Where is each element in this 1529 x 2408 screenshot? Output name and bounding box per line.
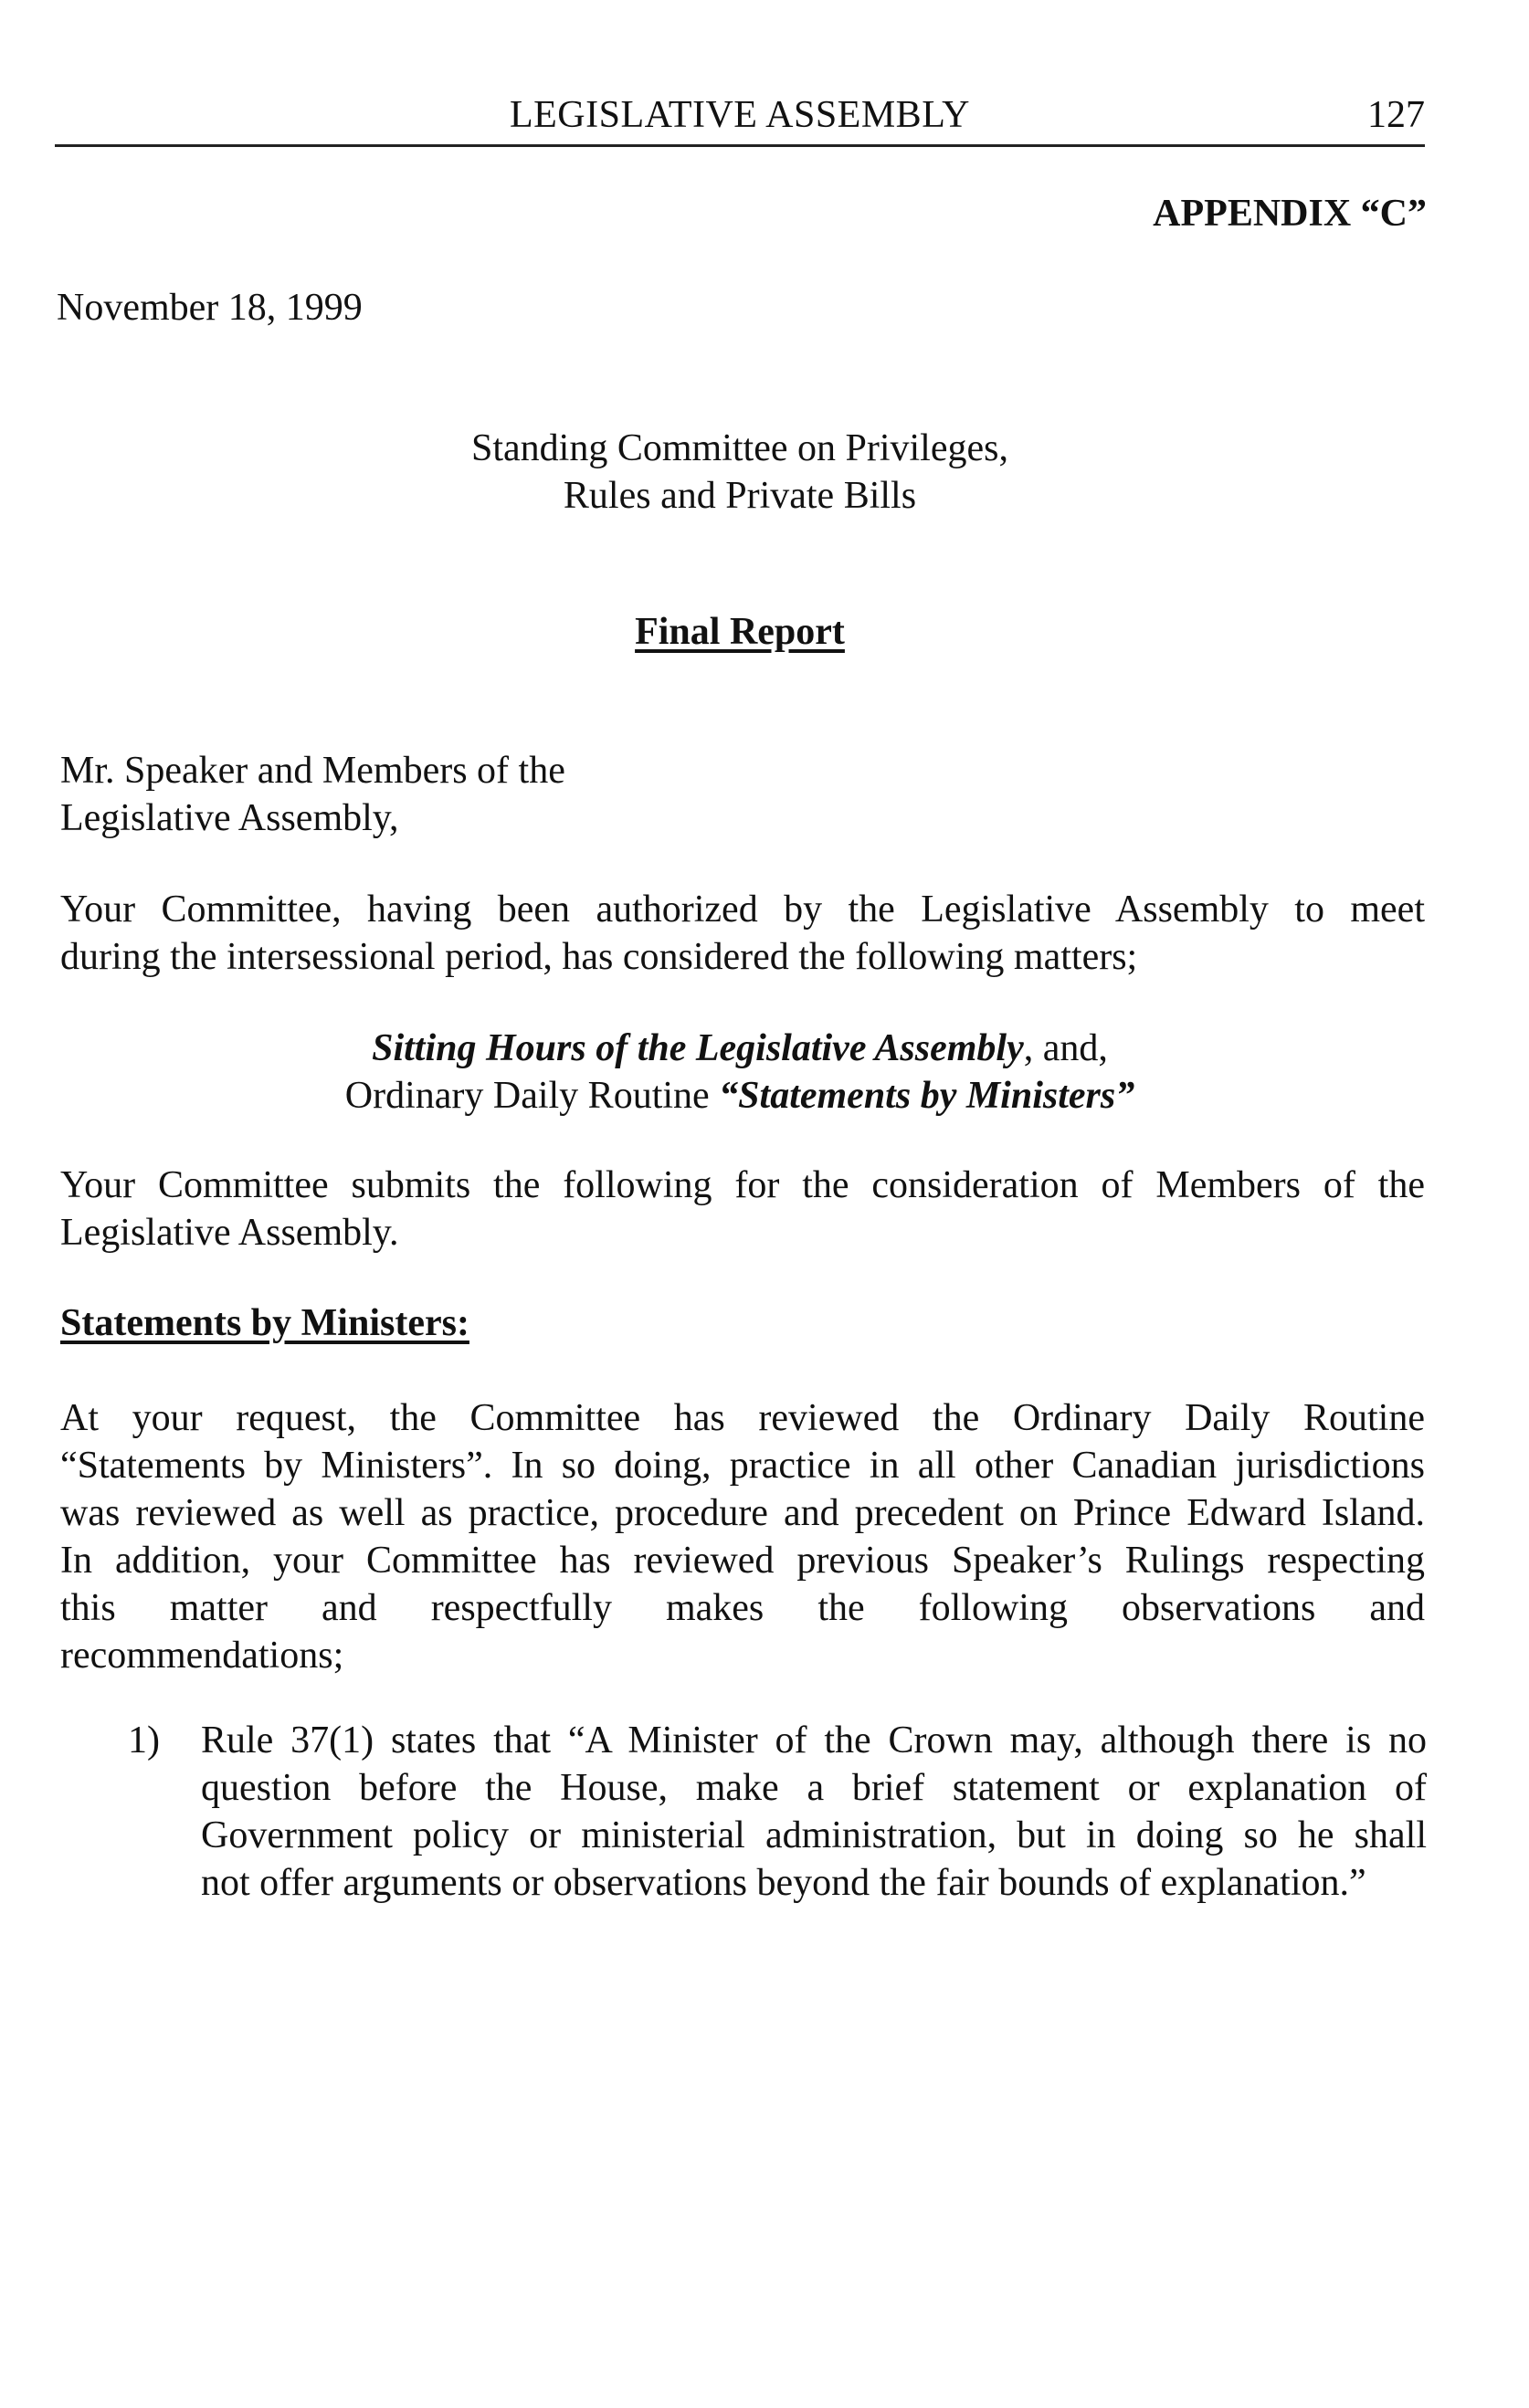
section-heading: Statements by Ministers: bbox=[60, 1302, 469, 1344]
committee-name-line: Standing Committee on Privileges, bbox=[471, 427, 1008, 469]
item-line: not offer arguments or observations beyond the fair bounds of explanation.” bbox=[201, 1862, 1366, 1904]
report-date: November 18, 1999 bbox=[57, 287, 363, 329]
matter-suffix: , and, bbox=[1023, 1027, 1108, 1069]
page-header bbox=[55, 91, 1425, 147]
item-line: Government policy or ministerial administration, but in doing so he shall bbox=[201, 1814, 1427, 1856]
review-line: this matter and respectfully makes the following observations and bbox=[60, 1587, 1425, 1629]
salutation bbox=[60, 747, 1425, 842]
appendix-label: APPENDIX “C” bbox=[1153, 193, 1427, 235]
item-text bbox=[201, 1717, 1427, 1907]
matter-title: Sitting Hours of the Legislative Assembly bbox=[372, 1027, 1024, 1069]
intro-line: Your Committee, having been authorized by the Legislative Assembly to meet bbox=[60, 889, 1425, 931]
review-line: At your request, the Committee has reviewed the Ordinary Daily Routine bbox=[60, 1397, 1425, 1439]
committee-name-line: Rules and Private Bills bbox=[563, 475, 917, 517]
committee-name bbox=[0, 425, 1480, 520]
item-line: question before the House, make a brief statement or explanation of bbox=[201, 1767, 1427, 1809]
page-number: 127 bbox=[1367, 94, 1425, 136]
item-number: 1) bbox=[128, 1719, 160, 1761]
review-line: In addition, your Committee has reviewed previous Speaker’s Rulings respecting bbox=[60, 1540, 1425, 1582]
matters-considered bbox=[0, 1025, 1480, 1120]
intro-line: during the intersessional period, has considered the following matters; bbox=[60, 936, 1138, 978]
matter-prefix: Ordinary Daily Routine bbox=[344, 1075, 720, 1117]
submission-line: Your Committee submits the following for the consideration of Members of the bbox=[60, 1164, 1425, 1206]
report-title: Final Report bbox=[635, 611, 845, 653]
running-title: LEGISLATIVE ASSEMBLY bbox=[510, 94, 970, 136]
item-line: Rule 37(1) states that “A Minister of the Crown may, although there is no bbox=[201, 1719, 1427, 1761]
review-paragraph bbox=[60, 1394, 1425, 1679]
submission-line: Legislative Assembly. bbox=[60, 1212, 399, 1254]
intro-paragraph bbox=[60, 886, 1425, 981]
salutation-line: Mr. Speaker and Members of the bbox=[60, 750, 565, 792]
review-line: was reviewed as well as practice, procedure and precedent on Prince Edward Island. bbox=[60, 1492, 1425, 1534]
review-line: recommendations; bbox=[60, 1635, 344, 1677]
matter-item bbox=[0, 1072, 1480, 1120]
matter-title: “Statements by Ministers” bbox=[719, 1075, 1135, 1117]
review-line: “Statements by Ministers”. In so doing, practice in all other Canadian jurisdictions bbox=[60, 1445, 1425, 1487]
submission-paragraph bbox=[60, 1162, 1425, 1257]
salutation-line: Legislative Assembly, bbox=[60, 797, 399, 839]
matter-item bbox=[0, 1025, 1480, 1072]
